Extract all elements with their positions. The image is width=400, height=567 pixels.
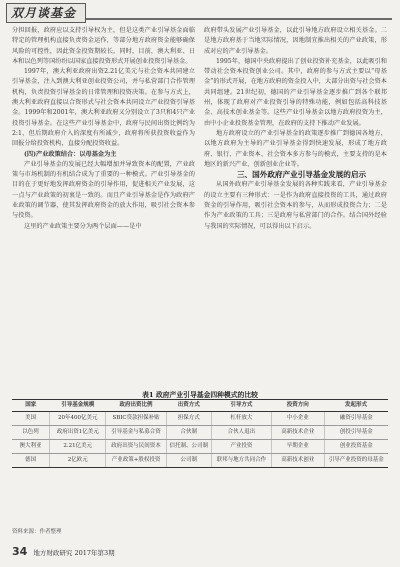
- paragraph: 产业引导基金的发展已经大幅增加并导致资本的配置，产业政策与市场机制的有机结合成为了重要的一种模式。产业引导基金的目的在于更好地发挥政府资金的引导作用，促进相关产业发展，这一点与产业政策的初衷是一致的。而且产业引导基金是作为政府产业政策的调节器，使其发挥政府资金的放大作用，吸引社会资本参与投资。: [12, 160, 195, 220]
- header-rule: [86, 18, 392, 20]
- paragraph: 分担回报，政府应以支持引导权为主，但是这类产业引导基金面临特定的管理机构直接负责资金运作，等部分地方政府资金能够确保风险的可控性，因此资金投资期较长，同时，目前，澳大利亚、日本和以色列等国纷纷以国家直接投资形式开展创业投资引导基金。: [12, 27, 195, 65]
- table-cell: 美国: [12, 412, 50, 426]
- table-header-row: [12, 400, 388, 412]
- table-cell: 高新技术企业: [271, 426, 324, 440]
- left-column: [12, 26, 195, 232]
- paragraph: 1997年，澳大利亚政府出资2.21亿美元与社会资本共同建立引导基金，注入到澳大利亚创业投资公司，并与私营部门合作管理机构，负责投资引导基金的日常管理和投资决策。在参与方式上，澳大利亚政府直接以合资形式与社会资本共同设立产业投资引导基金。1999年和2001年，澳大利亚政府又分别设立了3只和4只产业投资引导基金。在这些产业引导基金中，政府与民间出资比例约为2:1，但后期政府介入的深度有所减少，政府将所获投资收益作为回报分给投资机构，直接分配投资收益。: [12, 68, 195, 148]
- table-row: [12, 440, 388, 454]
- column-header: 投资方向: [271, 400, 324, 412]
- right-column: [204, 26, 387, 232]
- page-number: 34: [12, 545, 28, 558]
- page-header: [0, 0, 400, 22]
- table-cell: 政府出资1亿美元: [50, 426, 106, 440]
- subheading: (四)产业政策结合：以母基金为主: [24, 150, 117, 158]
- table-cell: 早期企业: [271, 440, 324, 454]
- comparison-table: [12, 399, 388, 468]
- section-title-header: 双月谈基金: [11, 6, 77, 20]
- table-cell: 政府出资与民间资本: [106, 440, 166, 454]
- table-cell: 2亿欧元: [50, 454, 106, 468]
- paragraph: 地方政府设立的产业引导基金的政策逐步推广到德国各地方，以地方政府为主导的产业引导基金得到快速发展，形成了地方政府、银行、产业资本、社会资本多方参与的模式，主要支持的是本地区的新兴产业、创新创业企业等。: [204, 129, 387, 168]
- table-cell: 中小企业: [271, 412, 324, 426]
- table-cell: 产业投资: [211, 440, 271, 454]
- column-header: 引导方式: [211, 400, 271, 412]
- paragraph: 政府带头发展产业引导基金，以此引导地方政府设立相关基金。二是地方政府基于当地实际情况，因地制宜推出相关的产业政策，形成对应的产业引导基金。: [204, 27, 387, 55]
- table-cell: 创投引导基金: [324, 426, 388, 440]
- column-header: 引导基金规模: [50, 400, 106, 412]
- column-header: 发起形式: [324, 400, 388, 412]
- table-cell: 联邦与地方共同合作: [211, 454, 271, 468]
- table-cell: 澳大利亚: [12, 440, 50, 454]
- table-cell: 合伙人退出: [211, 426, 271, 440]
- table-cell: 引导产业投资的母基金: [324, 454, 388, 468]
- table-cell: 高新技术创业: [271, 454, 324, 468]
- table-cell: 德国: [12, 454, 50, 468]
- table-cell: 融资引导基金: [324, 412, 388, 426]
- paragraph: 从国外政府产业引导基金发展的各种实践来看，产业引导基金的设立主要有三种形式：一是作为政府直接投资的工具，通过政府资金的引导作用，吸引社会资本的参与，从而形成投资合力；二是作为产业政策的工具；三是政府与私营部门的合作。结合国外经验与我国的实际情况，可以得出以下启示。: [204, 181, 387, 230]
- table-cell: 担保方式: [166, 412, 211, 426]
- table-source-note: 资料来源：作者整理: [12, 529, 62, 535]
- table-cell: 以色列: [12, 426, 50, 440]
- paragraph: 1995年，德国中央政府提出了创业投资补充基金，以此吸引和带动社会资本投资创业公司。其中，政府的参与方式主要以“母基金”的形式开展，在地方政府的资金投入中，大部分出资与社会资本共同组建。21世纪初，德国的产业引导基金逐步推广到各个联邦州，体现了政府对产业投资引导的特殊功能，例如包括高科技基金、高技术创业基金等。这些产业引导基金以地方政府投资为主，由中小企业投资基金管理，在政府的支持下推动产业发展。: [204, 57, 387, 127]
- table-caption: 表1 政府产业引导基金四种模式的比较: [142, 391, 258, 399]
- table-cell: 产业政策+股权投资: [106, 454, 166, 468]
- table-cell: 杠杆放大: [211, 412, 271, 426]
- page-footer: [12, 545, 115, 558]
- table-cell: 创业投资基金: [324, 440, 388, 454]
- column-header: 出资方式: [166, 400, 211, 412]
- paragraph: 这里的产业政策主要分为两个层面——是中: [24, 222, 142, 230]
- table-cell: 20年400亿美元: [50, 412, 106, 426]
- table-row: [12, 412, 388, 426]
- section-heading: 三、国外政府产业引导基金发展的启示: [236, 170, 367, 180]
- journal-name: 地方财政研究 2017年第3期: [33, 549, 115, 557]
- table-row: [12, 426, 388, 440]
- column-header: 国家: [12, 400, 50, 412]
- table-row: [12, 454, 388, 468]
- table-cell: 2.21亿美元: [50, 440, 106, 454]
- table-cell: 合伙制: [166, 426, 211, 440]
- column-header: 政府出资比例: [106, 400, 166, 412]
- table-cell: 信托制、公司制: [166, 440, 211, 454]
- table-cell: SBIC贷款担保补贴: [106, 412, 166, 426]
- table-cell: 公司制: [166, 454, 211, 468]
- table-cell: 引导基金与私募合资: [106, 426, 166, 440]
